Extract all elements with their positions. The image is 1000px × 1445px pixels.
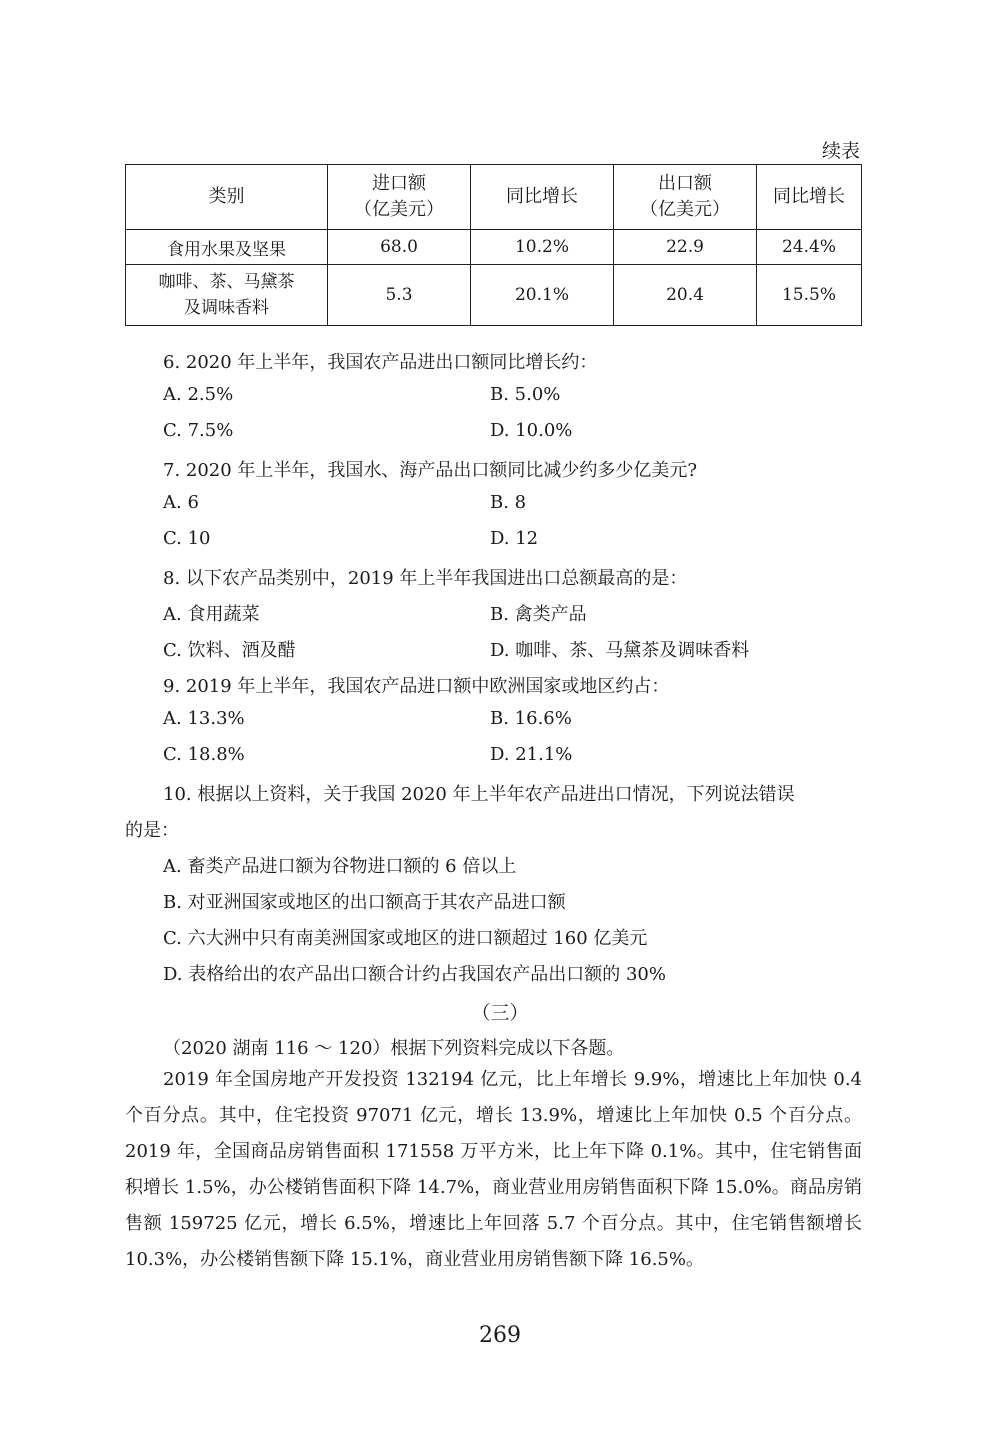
question-8-option-b: B. 禽类产品: [490, 604, 587, 625]
header-export-line2: （亿美元）: [640, 199, 730, 220]
header-export-line1: 出口额: [658, 173, 712, 194]
header-import-line2: （亿美元）: [354, 199, 444, 220]
cell-import-growth: 20.1%: [471, 265, 614, 326]
header-import-line1: 进口额: [372, 173, 426, 194]
question-8-stem: 8. 以下农产品类别中，2019 年上半年我国进出口总额最高的是：: [163, 568, 688, 589]
question-6-stem: 6. 2020 年上半年，我国农产品进出口额同比增长约：: [163, 352, 598, 373]
cell-import: 68.0: [328, 230, 471, 265]
question-9-option-a: A. 13.3%: [163, 708, 245, 729]
section-paragraph: 2019 年全国房地产开发投资 132194 亿元，比上年增长 9.9%，增速比上年加快 0.4 个百分点。其中，住宅投资 97071 亿元，增长 13.9%，增速比上年加快 0.5 个百分点。2019 年，全国商品房销售面积 171558 万平方米，比上年下降 0.1%。其中，住宅销售面积增长 1.5%，办公楼销售面积下降 14.7%，商业营业用房销售面积下降 15.0%。商品房销售额 159725 亿元，增长 6.5%，增速比上年回落 5.7 个百分点。其中，住宅销售额增长 10.3%，办公楼销售额下降 15.1%，商业营业用房销售额下降 16.5%。: [125, 1069, 862, 1270]
question-7-option-a: A. 6: [163, 492, 199, 513]
page-number: 269: [479, 1323, 521, 1348]
question-10-stem-line1: 10. 根据以上资料，关于我国 2020 年上半年农产品进出口情况，下列说法错误: [163, 784, 795, 805]
question-10-option-a: A. 畜类产品进口额为谷物进口额的 6 倍以上: [163, 856, 517, 877]
cell-export-growth: 15.5%: [757, 265, 862, 326]
question-10-option-b: B. 对亚洲国家或地区的出口额高于其农产品进口额: [163, 892, 566, 913]
question-10-stem-line2: 的是：: [125, 820, 179, 841]
question-8-option-a: A. 食用蔬菜: [163, 604, 260, 625]
question-7-stem: 7. 2020 年上半年，我国水、海产品出口额同比减少约多少亿美元?: [163, 460, 698, 481]
cell-category-line1: 咖啡、茶、马黛茶: [158, 272, 295, 292]
question-9-option-b: B. 16.6%: [490, 708, 572, 729]
cell-import: 5.3: [328, 265, 471, 326]
question-10-option-d: D. 表格给出的农产品出口额合计约占我国农产品出口额的 30%: [163, 964, 666, 985]
table-header-row: [126, 165, 862, 230]
question-6-option-b: B. 5.0%: [490, 384, 561, 405]
table-continued-label: 续表: [821, 140, 860, 162]
header-import-growth: 同比增长: [471, 165, 614, 230]
question-7-option-d: D. 12: [490, 528, 539, 549]
header-export: [614, 165, 757, 230]
question-9-stem: 9. 2019 年上半年，我国农产品进口额中欧洲国家或地区约占：: [163, 676, 670, 697]
cell-export: 20.4: [614, 265, 757, 326]
header-import: [328, 165, 471, 230]
question-7-option-b: B. 8: [490, 492, 527, 513]
question-9-option-d: D. 21.1%: [490, 744, 573, 765]
question-6-option-a: A. 2.5%: [163, 384, 234, 405]
header-export-growth: 同比增长: [757, 165, 862, 230]
question-8-option-d: D. 咖啡、茶、马黛茶及调味香料: [490, 640, 750, 661]
question-10-option-c: C. 六大洲中只有南美洲国家或地区的进口额超过 160 亿美元: [163, 928, 648, 949]
cell-category: [126, 265, 328, 326]
table-row: [126, 265, 862, 326]
question-6-option-d: D. 10.0%: [490, 420, 573, 441]
question-6-option-c: C. 7.5%: [163, 420, 234, 441]
cell-import-growth: 10.2%: [471, 230, 614, 265]
cell-export-growth: 24.4%: [757, 230, 862, 265]
cell-category: 食用水果及坚果: [126, 230, 328, 265]
question-8-option-c: C. 饮料、酒及醋: [163, 640, 296, 661]
cell-category-line2: 及调味香料: [184, 298, 269, 318]
question-7-option-c: C. 10: [163, 528, 211, 549]
cell-export: 22.9: [614, 230, 757, 265]
agri-trade-table: [125, 164, 862, 326]
header-category: 类别: [126, 165, 328, 230]
table-row: [126, 230, 862, 265]
question-9-option-c: C. 18.8%: [163, 744, 245, 765]
section-intro: （2020 湖南 116 ～ 120）根据下列资料完成以下各题。: [163, 1038, 625, 1059]
section-title: （三）: [471, 1002, 529, 1024]
